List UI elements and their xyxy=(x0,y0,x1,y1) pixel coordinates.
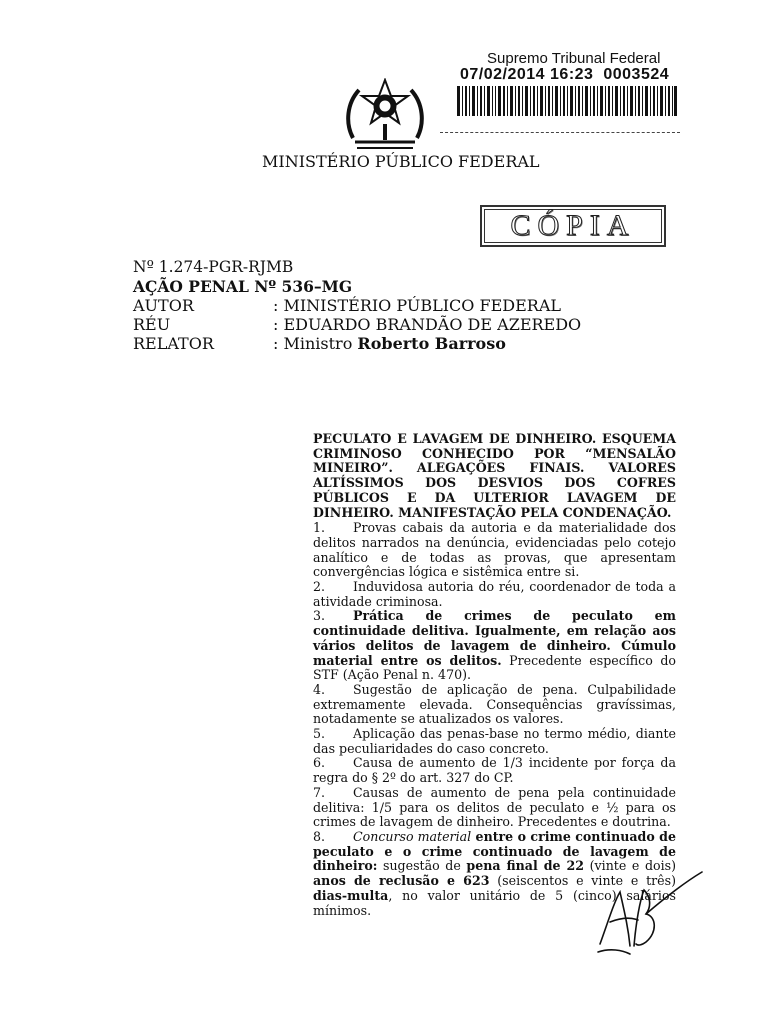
coat-of-arms-icon xyxy=(335,78,435,158)
item-text-bold: dias-multa xyxy=(313,887,389,903)
item-text: Precedente específico do STF (Ação Penal n. 470). xyxy=(313,652,676,683)
item-text-italic: Concurso material xyxy=(353,828,472,844)
list-item xyxy=(313,521,676,580)
party-label: RELATOR xyxy=(133,334,214,353)
item-text: (vinte e dois) xyxy=(584,858,676,874)
item-number: 5. xyxy=(313,726,326,742)
party-row-rapporteur xyxy=(133,334,581,353)
item-number: 6. xyxy=(313,755,326,771)
summary-block xyxy=(313,432,676,918)
item-text: (seiscentos e vinte e três) xyxy=(489,873,676,889)
document-number: Nº 1.274-PGR-RJMB xyxy=(133,258,294,276)
item-number: 4. xyxy=(313,681,326,697)
handwritten-signature xyxy=(590,862,705,962)
item-number: 3. xyxy=(313,608,326,624)
barcode xyxy=(457,86,677,116)
stamp-datetime-protocol xyxy=(460,66,669,84)
item-text: Provas cabais da autoria e da materialidade dos delitos narrados na denúncia, evidenciadas pelo cotejo analítico e de todas as provas, que apresentam convergências lógica e sistêmica entre si. xyxy=(313,520,676,580)
ministry-header: MINISTÉRIO PÚBLICO FEDERAL xyxy=(262,152,540,171)
list-item xyxy=(313,609,676,683)
item-text-bold: entre o crime continuado de peculato e o crime continuado de lavagem de dinheiro: xyxy=(313,828,676,874)
party-value: : MINISTÉRIO PÚBLICO FEDERAL xyxy=(273,296,562,315)
item-number: 7. xyxy=(313,784,326,800)
item-text: sugestão de xyxy=(377,858,467,874)
summary-heading: PECULATO E LAVAGEM DE DINHEIRO. ESQUEMA CRIMINOSO CONHECIDO POR “MENSALÃO MINEIRO”. ALEGAÇÕES FINAIS. VALORES ALTÍSSIMOS DOS DESVIOS DOS COFRES PÚBLICOS E DA ULTERIOR LAVAGEM DE DINHEIRO. MANIFESTAÇÃO PELA CONDENAÇÃO. xyxy=(313,431,676,520)
stamp-protocol-number: 0003524 xyxy=(603,66,670,83)
item-text-bold: pena final de 22 xyxy=(466,858,585,874)
item-text: Aplicação das penas-base no termo médio, diante das peculiaridades do caso concreto. xyxy=(313,726,676,756)
item-text: , no valor unitário de 5 (cinco) salários mínimos. xyxy=(313,887,676,918)
list-item xyxy=(313,786,676,830)
party-label: AUTOR xyxy=(133,296,194,315)
item-number: 1. xyxy=(313,520,326,536)
list-item xyxy=(313,683,676,727)
item-text: Induvidosa autoria do réu, coordenador de toda a atividade criminosa. xyxy=(313,579,676,609)
case-reference xyxy=(133,258,581,353)
list-item xyxy=(313,727,676,756)
party-value: : EDUARDO BRANDÃO DE AZEREDO xyxy=(273,315,582,334)
stamp-court-name: Supremo Tribunal Federal xyxy=(487,50,661,67)
rapporteur-prefix: : Ministro xyxy=(273,334,358,353)
item-text-bold: Prática de crimes de peculato em continuidade delitiva. Igualmente, em relação aos vários delitos de lavagem de dinheiro. Cúmulo material entre os delitos. xyxy=(313,608,676,668)
item-number: 2. xyxy=(313,579,326,595)
item-number: 8. xyxy=(313,828,326,844)
stamp-datetime: 07/02/2014 16:23 xyxy=(460,66,594,83)
copy-stamp-label: CÓPIA xyxy=(484,209,662,243)
party-row-defendant xyxy=(133,315,581,334)
party-row-author xyxy=(133,296,581,315)
item-text: Causa de aumento de 1/3 incidente por força da regra do § 2º do art. 327 do CP. xyxy=(313,755,676,786)
item-text: Causas de aumento de pena pela continuidade delitiva: 1/5 para os delitos de peculato e ½ para os crimes de lavagem de dinheiro. Precedentes e doutrina. xyxy=(313,784,676,830)
list-item xyxy=(313,756,676,785)
party-label: RÉU xyxy=(133,315,171,334)
dashed-rule xyxy=(440,132,680,133)
copy-stamp xyxy=(480,205,666,247)
item-text: Sugestão de aplicação de pena. Culpabilidade extremamente elevada. Consequências gravíssimas, notadamente se atualizados os valores. xyxy=(313,681,676,727)
list-item xyxy=(313,580,676,609)
rapporteur-name: Roberto Barroso xyxy=(357,334,506,353)
action-number: AÇÃO PENAL Nº 536–MG xyxy=(133,277,353,296)
item-text-bold: anos de reclusão e 623 xyxy=(313,873,490,889)
